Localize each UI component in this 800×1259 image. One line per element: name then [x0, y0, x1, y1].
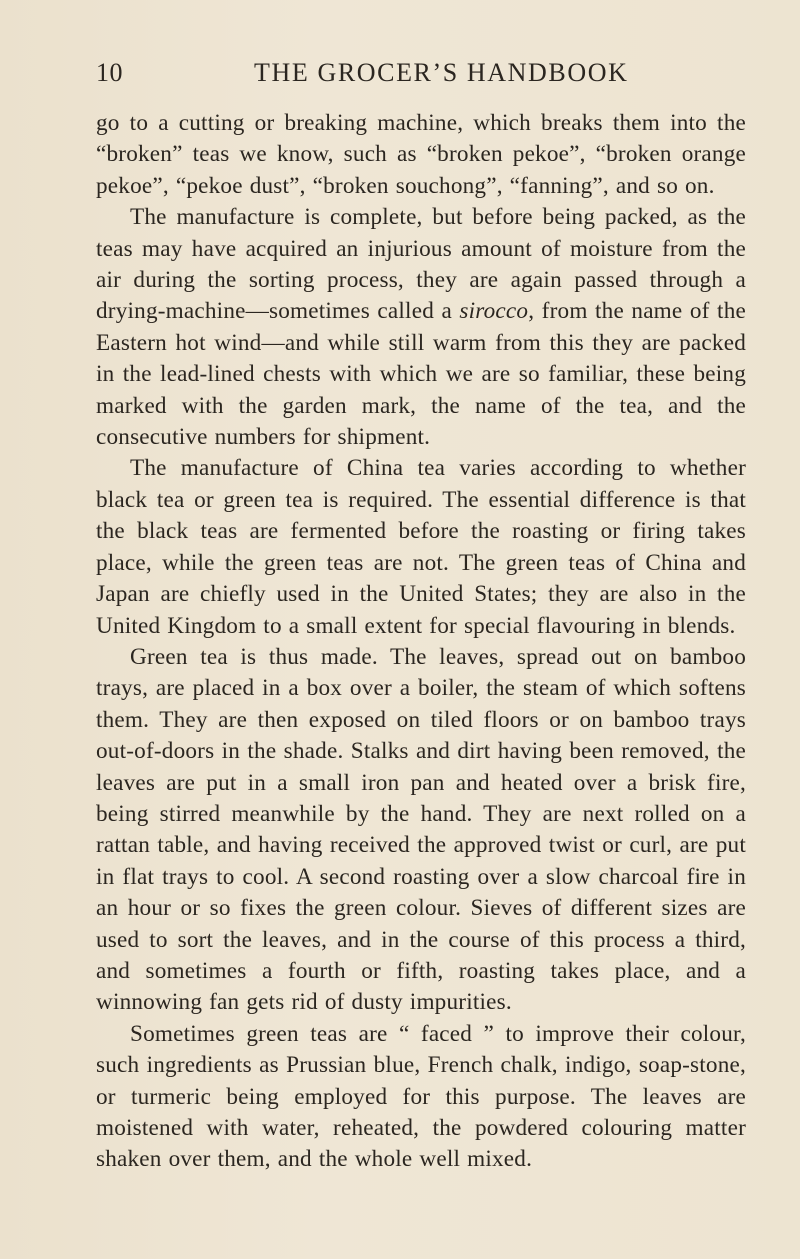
- running-head: [0, 58, 800, 88]
- italic-term-sirocco: sirocco: [459, 298, 529, 325]
- page-number: 10: [96, 58, 123, 87]
- paragraph-green-tea-process: Green tea is thus made. The leaves, spread out on bamboo trays, are placed in a box over a boiler, the steam of which softens them. They are then exposed on tiled floors or on bamboo trays out-of-doors in the shade. Stalks and dirt having been removed, the leaves are put in a small iron pan and heated over a brisk fire, being stirred meanwhile by the hand. They are next rolled on a rattan table, and having received the approved twist or curl, are put in flat trays to cool. A second roasting over a slow charcoal fire in an hour or so fixes the green colour. Sieves of different sizes are used to sort the leaves, and in the course of this process a third, and sometimes a fourth or fifth, roasting takes place, and a winnowing fan gets rid of dusty impurities.: [96, 643, 746, 1016]
- paragraph-packing: [96, 202, 746, 453]
- paragraph-packing-text-start: The manufacture is complete, but before being packed, as the teas may have acquired an injurious amount of moisture from the air during the sorting process, they are again passed through a drying-machine—sometimes called a: [96, 204, 746, 325]
- body-text: [96, 108, 746, 1176]
- paragraph-packing-text-end: , from the name of the Eastern hot wind—and while still warm from this they are packed in the lead-lined chests with which we are so familiar, these being marked with the garden mark, the name of the tea, and the consecutive numbers for shipment.: [96, 298, 746, 451]
- paragraph-china-tea: The manufacture of China tea varies according to whether black tea or green tea is required. The essential difference is that the black teas are fermented before the roasting or firing takes place, while the green teas are not. The green teas of China and Japan are chiefly used in the United States; they are also in the United Kingdom to a small extent for special flavouring in blends.: [96, 455, 746, 639]
- running-title: THE GROCER’S HANDBOOK: [254, 58, 629, 87]
- paragraph-continuation: go to a cutting or breaking machine, which breaks them into the “broken” teas we know, such as “broken pekoe”, “broken orange pekoe”, “pekoe dust”, “broken souchong”, “fanning”, and so on.: [96, 110, 746, 199]
- paragraph-facing: Sometimes green teas are “ faced ” to improve their colour, such ingredients as Prussian blue, French chalk, indigo, soap-stone, or turmeric being employed for this purpose. The leaves are moistened with water, reheated, the powdered colouring matter shaken over them, and the whole well mixed.: [96, 1020, 746, 1173]
